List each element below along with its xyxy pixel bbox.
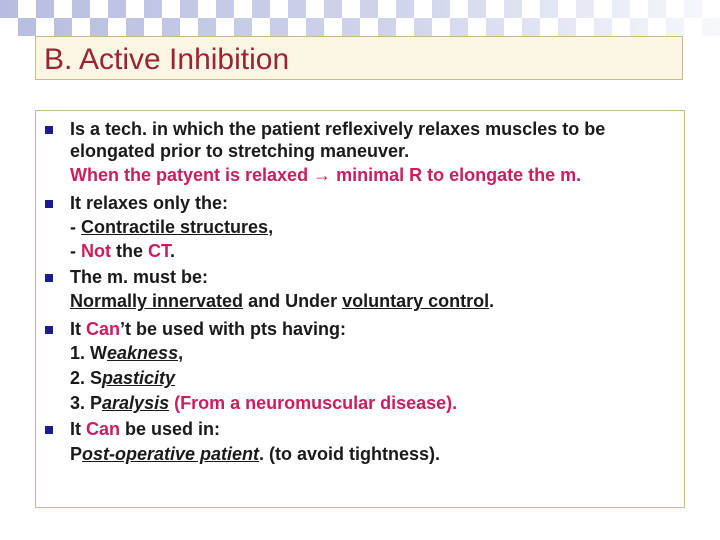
bullet-3-line-1: The m. must be: (70, 267, 209, 287)
bullet-4-line-1: It Can’t be used with pts having: (70, 319, 347, 339)
bullet-5-line-1: It Can be used in: (70, 419, 221, 439)
bullet-1-line-2: elongated prior to stretching maneuver. (70, 141, 410, 161)
slide-title: B. Active Inhibition (44, 43, 290, 76)
bullet-square-icon (45, 274, 53, 282)
bullet-1-line-3: When the patyent is relaxed → minimal R to elongate the m. (70, 165, 582, 185)
bullet-4-line-4: 3. Paralysis (From a neuromuscular disease). (70, 393, 458, 413)
content-box (35, 110, 685, 508)
bullet-2-line-3: - Not the CT. (70, 241, 176, 261)
bullet-square-icon (45, 200, 53, 208)
bullet-4-line-2: 1. Weakness, (70, 343, 184, 363)
bullet-square-icon (45, 426, 53, 434)
bullet-4-line-3: 2. Spasticity (70, 368, 176, 388)
bullet-square-icon (45, 126, 53, 134)
bullet-2-line-1: It relaxes only the: (70, 193, 229, 213)
bullet-3-line-2: Normally innervated and Under voluntary control. (70, 291, 495, 311)
bullet-2-line-2: - Contractile structures, (70, 217, 274, 237)
checkered-header-decoration (0, 0, 720, 36)
bullet-square-icon (45, 326, 53, 334)
bullet-5-line-2: Post-operative patient. (to avoid tightness). (70, 444, 441, 464)
bullet-1-line-1: Is a tech. in which the patient reflexively relaxes muscles to be (70, 119, 606, 139)
title-box (35, 36, 683, 80)
